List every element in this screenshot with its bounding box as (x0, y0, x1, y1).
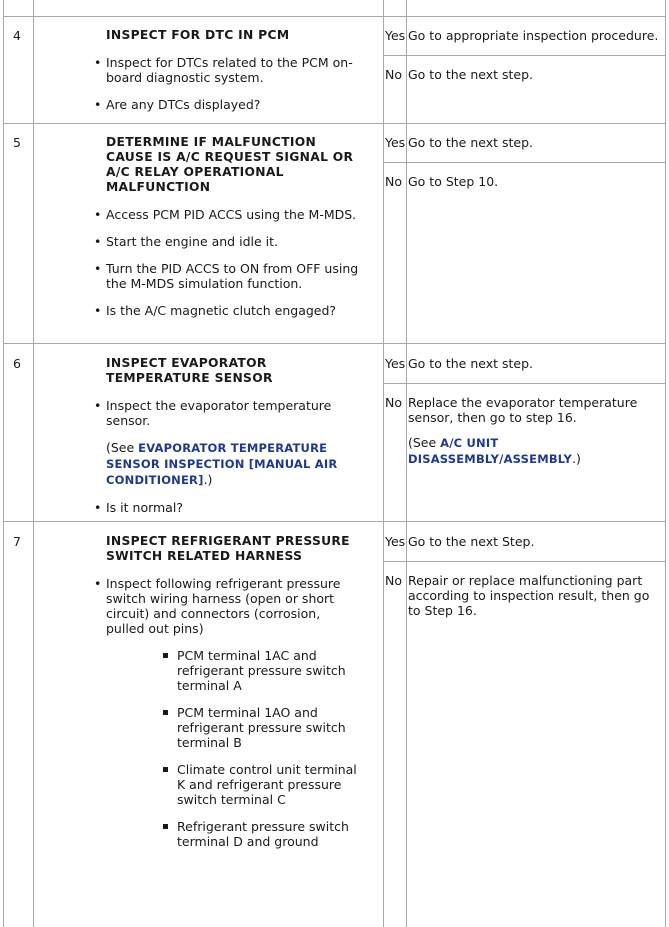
step-description (106, 135, 362, 330)
yes-label: Yes (385, 28, 406, 43)
bullet-item: • Turn the PID ACCS to ON from OFF using the M-MDS simulation function. (106, 261, 362, 291)
step-title: INSPECT REFRIGERANT PRESSURE SWITCH RELATED HARNESS (106, 534, 350, 563)
bullet-item: • Inspect for DTCs related to the PCM on-board diagnostic system. (106, 55, 362, 85)
step-bullet-list (106, 207, 362, 318)
no-label: No (385, 395, 402, 410)
bullet-item: • Are any DTCs displayed? (106, 97, 362, 112)
no-action (408, 395, 663, 477)
list-item: Refrigerant pressure switch terminal D and ground (177, 819, 362, 849)
table-divider-step-col (33, 0, 34, 927)
bullet-item: • Start the engine and idle it. (106, 234, 362, 249)
step-description (106, 28, 362, 124)
evaporator-sensor-inspection-link[interactable]: EVAPORATOR TEMPERATURE SENSOR INSPECTION [MANUAL AIR CONDITIONER] (106, 441, 338, 487)
row-divider (3, 16, 666, 17)
no-action: Go to Step 10. (408, 174, 499, 189)
table-divider-yesno-col (406, 0, 407, 927)
list-item: PCM terminal 1AO and refrigerant pressure switch terminal B (177, 705, 362, 750)
bullet-text: • Inspect following refrigerant pressure switch wiring harness (open or short circuit) and connectors (corrosion, pulled out pins) (106, 576, 341, 636)
yes-no-divider (383, 383, 666, 384)
bullet-item (106, 576, 362, 849)
step-bullet-list (106, 576, 362, 849)
yes-action: Go to the next step. (408, 135, 533, 150)
bullet-item (106, 398, 362, 488)
step-description (106, 356, 362, 527)
yes-action: Go to the next step. (408, 356, 533, 371)
terminal-list (106, 648, 362, 849)
step-number: 7 (13, 534, 21, 549)
no-label: No (385, 174, 402, 189)
bullet-item: • Access PCM PID ACCS using the M-MDS. (106, 207, 362, 222)
step-description (106, 534, 362, 861)
step-bullet-list (106, 398, 362, 515)
no-action: Go to the next step. (408, 67, 533, 82)
ac-unit-disassembly-link[interactable]: A/C UNIT DISASSEMBLY/ASSEMBLY (408, 436, 573, 466)
yes-no-divider (383, 55, 666, 56)
row-divider (3, 343, 666, 344)
no-action: Repair or replace malfunctioning part according to inspection result, then go to Step 16. (408, 573, 650, 618)
yes-no-divider (383, 561, 666, 562)
list-item: PCM terminal 1AC and refrigerant pressure switch terminal A (177, 648, 362, 693)
step-title: INSPECT FOR DTC IN PCM (106, 28, 290, 42)
bullet-item: • Is the A/C magnetic clutch engaged? (106, 303, 362, 318)
no-label: No (385, 67, 402, 82)
step-title: DETERMINE IF MALFUNCTION CAUSE IS A/C REQUEST SIGNAL OR A/C RELAY OPERATIONAL MALFUNCTION (106, 135, 354, 194)
see-reference (106, 440, 362, 488)
no-label: No (385, 573, 402, 588)
table-border-right (665, 0, 666, 927)
yes-no-divider (383, 162, 666, 163)
see-prefix: (See (408, 435, 441, 450)
yes-label: Yes (385, 534, 406, 549)
table-border-left (3, 0, 4, 927)
step-number: 5 (13, 135, 21, 150)
step-title: INSPECT EVAPORATOR TEMPERATURE SENSOR (106, 356, 273, 385)
bullet-text: • Inspect the evaporator temperature sensor. (106, 398, 332, 428)
see-prefix: (See (106, 440, 139, 455)
step-bullet-list (106, 55, 362, 112)
no-action-text: Replace the evaporator temperature sensor, then go to step 16. (408, 395, 638, 425)
yes-action: Go to the next Step. (408, 534, 535, 549)
yes-label: Yes (385, 135, 406, 150)
see-suffix: .) (572, 451, 581, 466)
list-item: Climate control unit terminal K and refrigerant pressure switch terminal C (177, 762, 362, 807)
table-divider-desc-col (383, 0, 384, 927)
yes-action: Go to appropriate inspection procedure. (408, 28, 659, 43)
step-number: 6 (13, 356, 21, 371)
see-reference (408, 435, 663, 467)
yes-label: Yes (385, 356, 406, 371)
bullet-item: • Is it normal? (106, 500, 362, 515)
see-suffix: .) (203, 472, 213, 487)
step-number: 4 (13, 28, 21, 43)
